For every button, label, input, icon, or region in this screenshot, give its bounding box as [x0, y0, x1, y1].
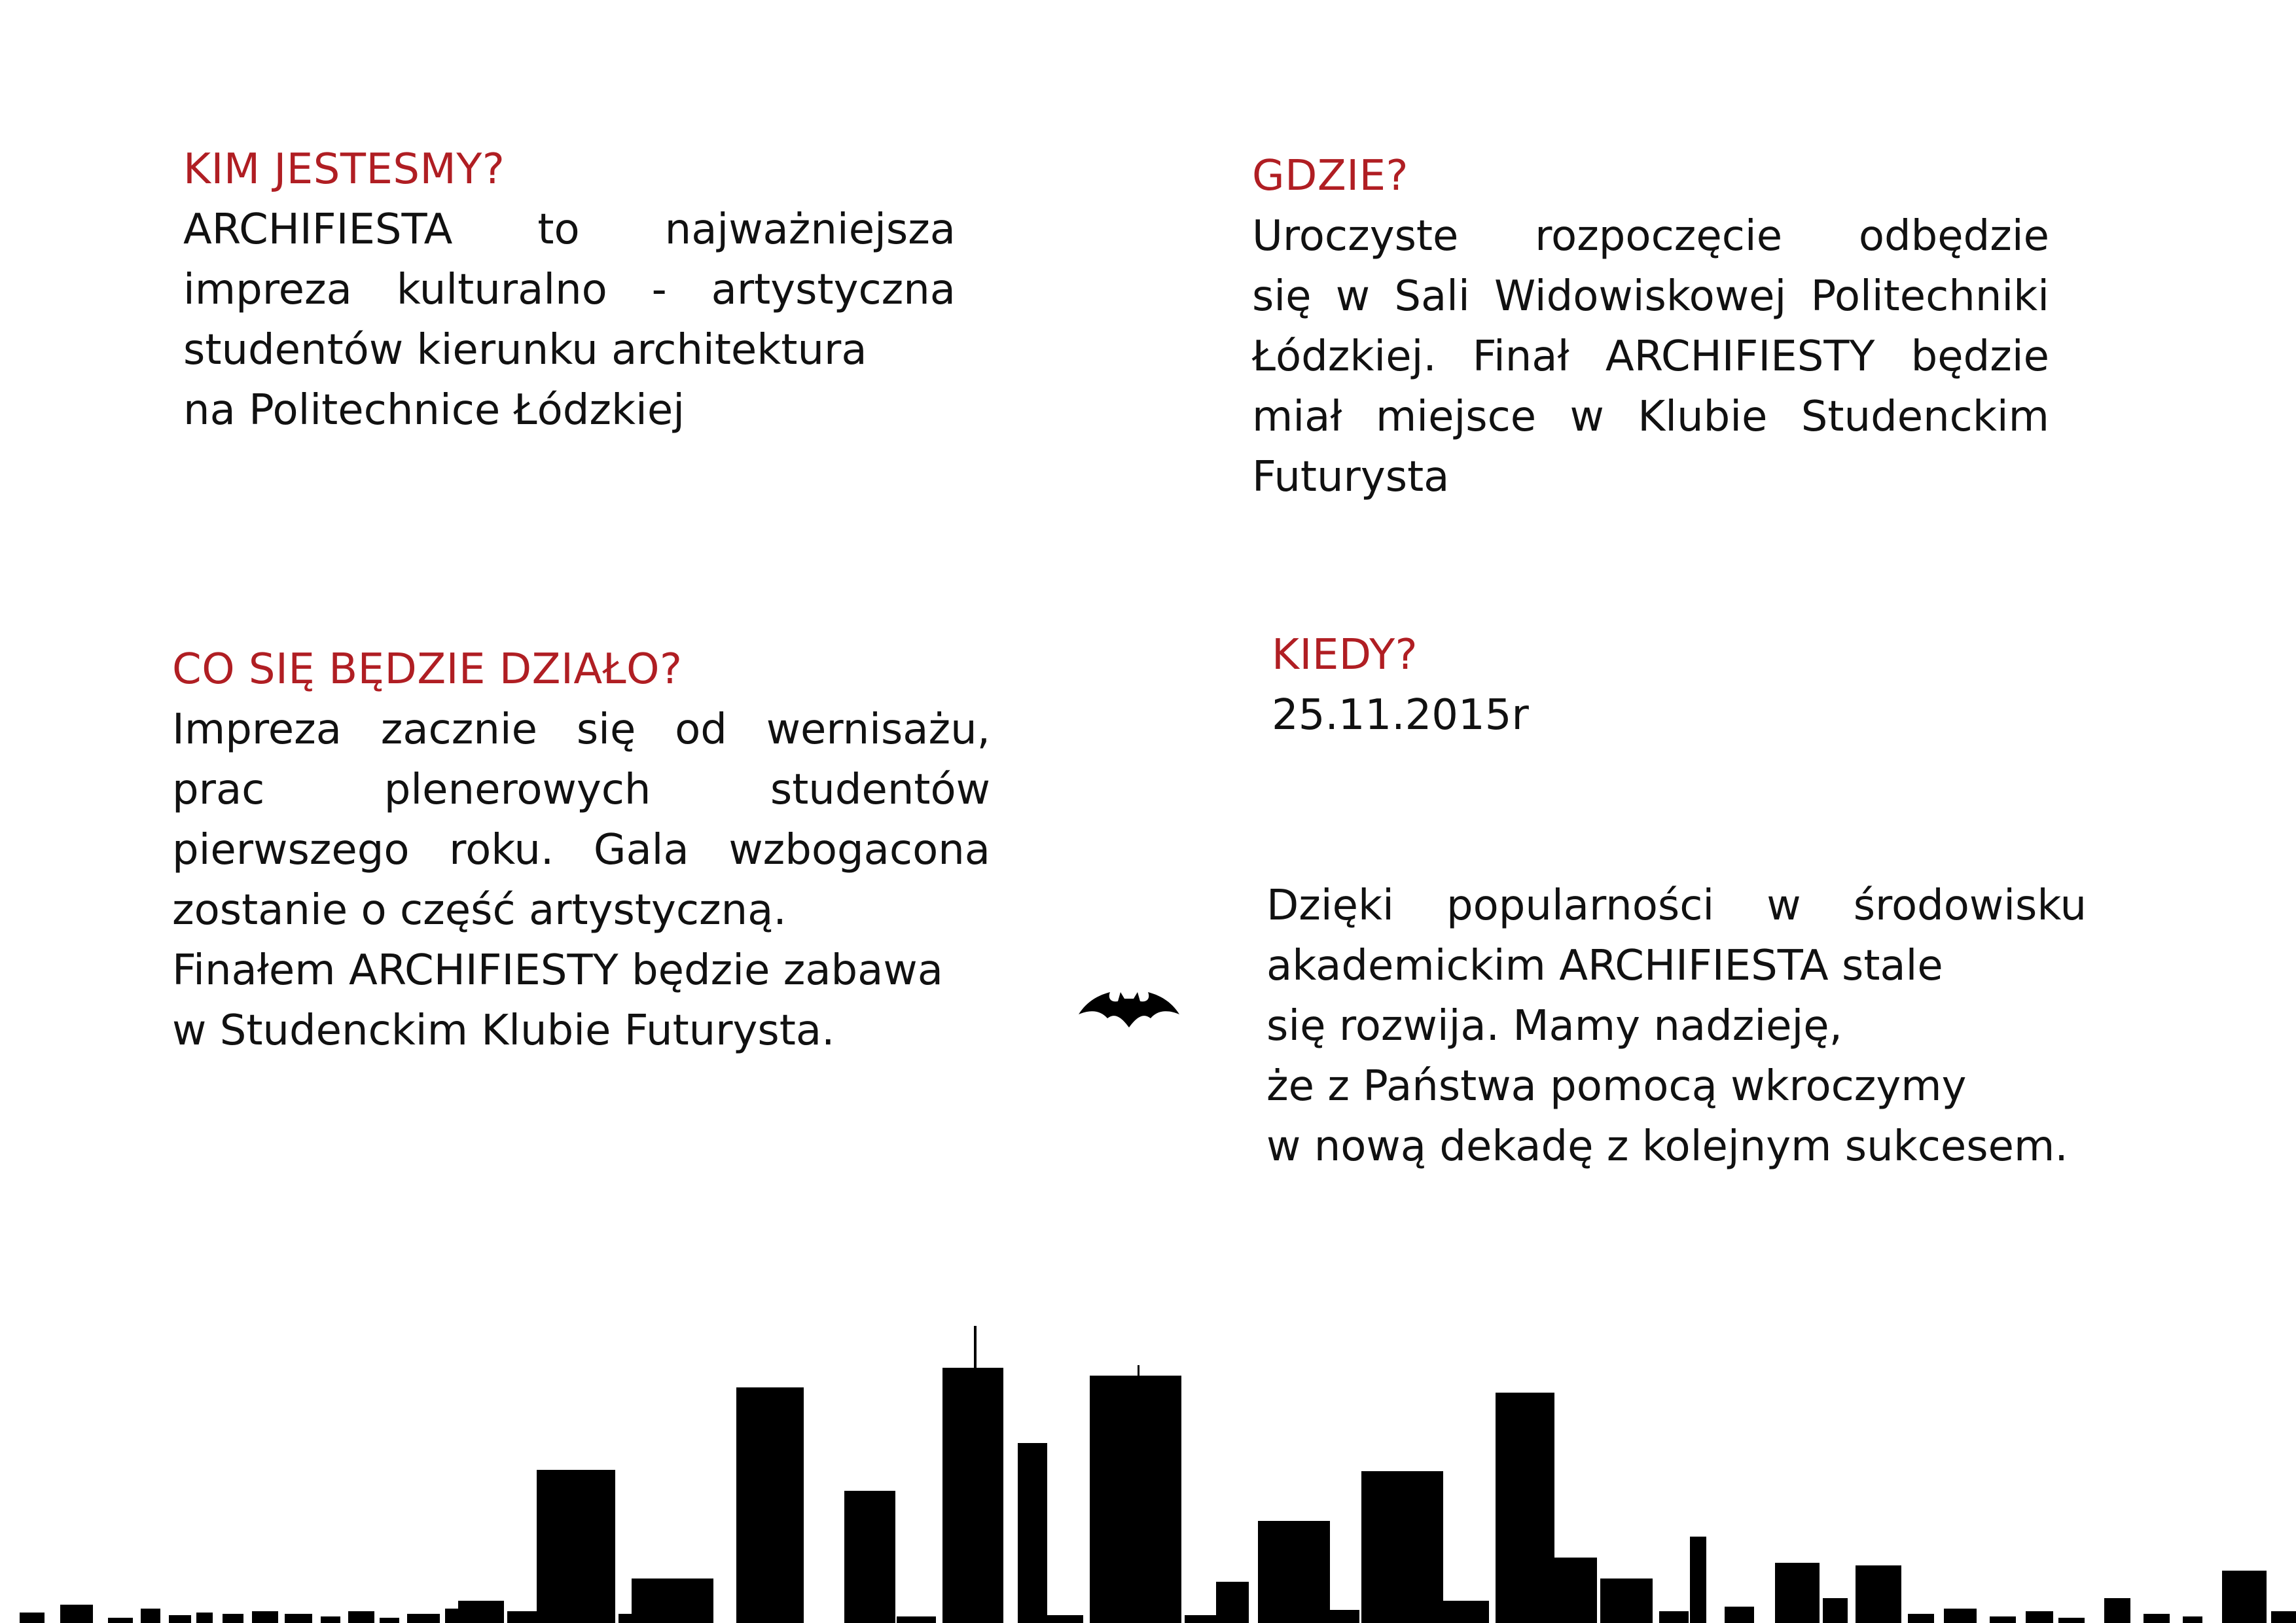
when-heading: KIEDY?	[1272, 631, 1418, 679]
where-line: Futurysta	[1252, 453, 1450, 501]
bat-icon	[1079, 982, 1179, 1027]
who-line: na Politechnice Łódzkiej	[183, 386, 685, 435]
what-line: Impreza zacznie się od wernisażu,	[172, 705, 990, 754]
section-where	[1252, 146, 2049, 507]
who-line: impreza kulturalno - artystyczna	[183, 266, 956, 314]
where-line: Uroczyste rozpoczęcie odbędzie	[1252, 212, 2049, 260]
who-line: studentów kierunku architektura	[183, 326, 867, 374]
section-who-we-are	[183, 139, 956, 440]
what-text	[172, 700, 990, 1061]
section-closing	[1266, 876, 2087, 1177]
where-text	[1252, 206, 2049, 507]
who-line: ARCHIFIESTA to najważniejsza	[183, 205, 956, 254]
where-heading: GDZIE?	[1252, 152, 1408, 200]
where-line: miał miejsce w Klubie Studenckim	[1252, 393, 2049, 441]
what-line: prac plenerowych studentów	[172, 766, 990, 814]
what-line: Finałem ARCHIFIESTY będzie zabawa	[172, 946, 943, 995]
who-heading: KIM JESTESMY?	[183, 145, 505, 194]
section-what-happens	[172, 639, 990, 1061]
who-text	[183, 200, 956, 440]
where-line: Łódzkiej. Finał ARCHIFIESTY będzie	[1252, 332, 2049, 381]
closing-line: w nową dekadę z kolejnym sukcesem.	[1266, 1122, 2068, 1171]
closing-line: Dzięki popularności w środowisku	[1266, 882, 2087, 930]
closing-line: że z Państwa pomocą wkroczymy	[1266, 1062, 1967, 1111]
where-line: się w Sali Widowiskowej Politechniki	[1252, 272, 2049, 321]
what-line: zostanie o część artystyczną.	[172, 886, 787, 935]
section-when	[1272, 625, 1795, 745]
when-date: 25.11.2015r	[1272, 691, 1529, 740]
what-line: pierwszego roku. Gala wzbogacona	[172, 826, 990, 874]
skyline-buildings	[20, 1326, 2296, 1623]
closing-line: się rozwija. Mamy nadzieję,	[1266, 1002, 1842, 1050]
closing-text	[1266, 876, 2087, 1177]
what-heading: CO SIĘ BĘDZIE DZIAŁO?	[172, 645, 683, 694]
closing-line: akademickim ARCHIFIESTA stale	[1266, 942, 1943, 990]
what-line: w Studenckim Klubie Futurysta.	[172, 1007, 835, 1055]
